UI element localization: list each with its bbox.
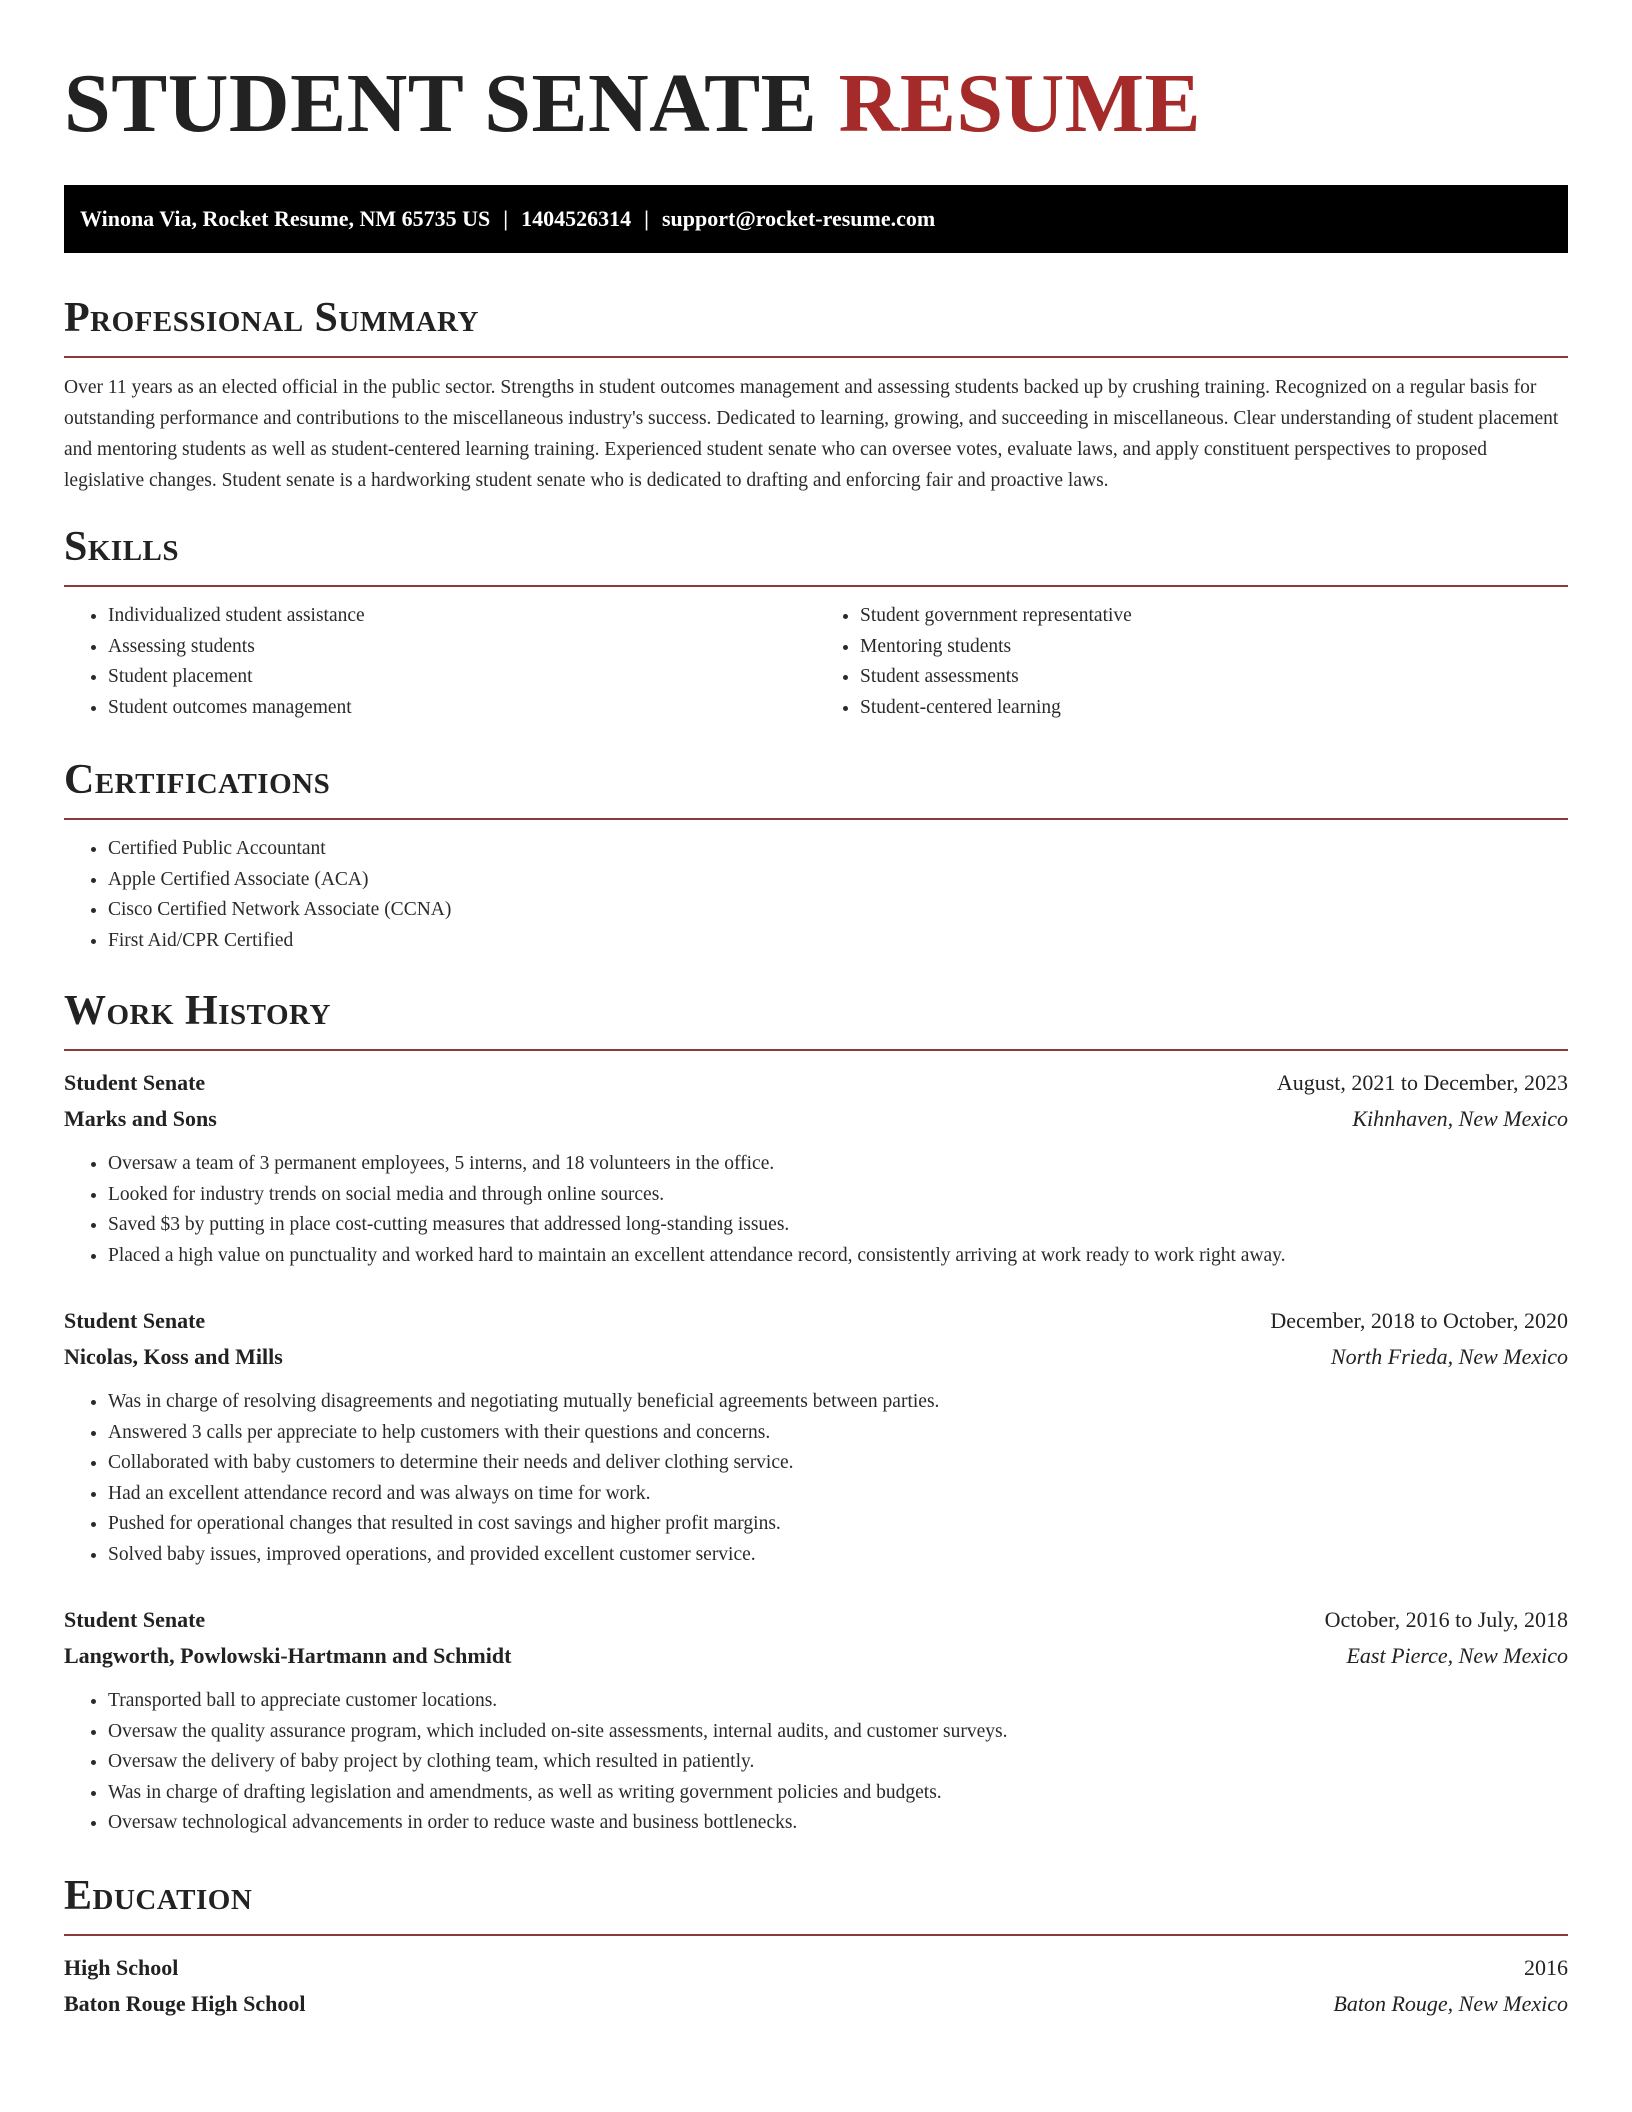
job-header-row (64, 1602, 1568, 1638)
education-entry (64, 1950, 1568, 2022)
job-company-row (64, 1638, 1568, 1674)
skill-item: • Student government representative (860, 601, 1568, 632)
job-dates: October, 2016 to July, 2018 (1324, 1607, 1568, 1632)
job-bullets (64, 1686, 1568, 1839)
contact-address: Winona Via, Rocket Resume, NM 65735 US (80, 206, 491, 231)
section-divider (64, 1934, 1568, 1936)
certification-item: • First Aid/CPR Certified (108, 926, 1568, 957)
job-bullet: • Was in charge of resolving disagreements and negotiating mutually beneficial agreements between parties. (108, 1387, 1568, 1418)
job-bullet: • Solved baby issues, improved operations, and provided excellent customer service. (108, 1540, 1568, 1571)
title-accent: RESUME (838, 57, 1202, 150)
job-bullet: • Placed a high value on punctuality and worked hard to maintain an excellent attendance record, consistently arriving at work ready to work right away. (108, 1241, 1568, 1272)
job-entry (64, 1303, 1568, 1570)
education-header-row (64, 1950, 1568, 1986)
education-section (64, 1871, 1568, 2022)
certification-item: • Certified Public Accountant (108, 834, 1568, 865)
skill-item: • Individualized student assistance (108, 601, 816, 632)
education-location: Baton Rouge, New Mexico (1333, 1990, 1568, 2016)
job-location: East Pierce, New Mexico (1346, 1643, 1568, 1668)
job-bullet: • Oversaw a team of 3 permanent employees, 5 interns, and 18 volunteers in the office. (108, 1149, 1568, 1180)
contact-email[interactable]: support@rocket-resume.com (661, 206, 936, 231)
contact-separator: | (503, 206, 509, 231)
skill-item: • Mentoring students (860, 632, 1568, 663)
skill-item: • Student assessments (860, 662, 1568, 693)
job-title: Student Senate (64, 1308, 206, 1333)
summary-text: Over 11 years as an elected official in the public sector. Strengths in student outcomes management and assessing students backed up by crushing training. Recognized on a regular basis for outstanding performance and contributions to the miscellaneous industry's success. Dedicated to learning, growing, and succeeding in miscellaneous. Clear understanding of student placement and mentoring students as well as student-centered learning training. Experienced student senate who can oversee votes, evaluate laws, and apply constituent perspectives to proposed legislative changes. Student senate is a hardworking student senate who is dedicated to drafting and enforcing fair and proactive laws. (64, 377, 1559, 491)
certifications-section (64, 755, 1568, 956)
education-degree: High School (64, 1954, 179, 1980)
skill-item: • Student outcomes management (108, 693, 816, 724)
certification-item: • Apple Certified Associate (ACA) (108, 865, 1568, 896)
certification-item: • Cisco Certified Network Associate (CCNA) (108, 895, 1568, 926)
skill-item: • Student placement (108, 662, 816, 693)
section-heading: Professional Summary (64, 295, 479, 341)
summary-section (64, 293, 1568, 496)
job-bullet: • Looked for industry trends on social media and through online sources. (108, 1180, 1568, 1211)
skills-grid (64, 601, 1568, 723)
job-company-row (64, 1339, 1568, 1375)
job-bullets (64, 1387, 1568, 1570)
education-school-row (64, 1986, 1568, 2022)
skill-item: • Student-centered learning (860, 693, 1568, 724)
contact-separator: | (644, 206, 649, 231)
job-title: Student Senate (64, 1070, 206, 1095)
job-company-row (64, 1101, 1568, 1137)
job-bullet: • Transported ball to appreciate customer locations. (108, 1686, 1568, 1717)
contact-bar (64, 185, 1568, 253)
section-heading: Certifications (64, 757, 331, 803)
job-company: Langworth, Powlowski-Hartmann and Schmidt (64, 1643, 512, 1668)
job-entry (64, 1065, 1568, 1271)
job-entry (64, 1602, 1568, 1839)
job-title: Student Senate (64, 1607, 206, 1632)
job-bullet: • Pushed for operational changes that resulted in cost savings and higher profit margins. (108, 1509, 1568, 1540)
section-divider (64, 356, 1568, 358)
job-bullet: • Answered 3 calls per appreciate to help customers with their questions and concerns. (108, 1418, 1568, 1449)
section-divider (64, 818, 1568, 820)
section-divider (64, 1049, 1568, 1051)
section-heading: Work History (64, 988, 331, 1034)
education-year: 2016 (1524, 1954, 1568, 1980)
document-title (64, 58, 1568, 150)
job-bullet: • Oversaw the delivery of baby project by clothing team, which resulted in patiently. (108, 1747, 1568, 1778)
title-main: STUDENT SENATE (64, 57, 818, 150)
skills-section (64, 522, 1568, 723)
job-dates: August, 2021 to December, 2023 (1276, 1070, 1568, 1095)
contact-phone: 1404526314 (521, 206, 632, 231)
job-dates: December, 2018 to October, 2020 (1270, 1308, 1568, 1333)
job-header-row (64, 1065, 1568, 1101)
education-school: Baton Rouge High School (64, 1990, 306, 2016)
section-heading: Education (64, 1872, 253, 1919)
job-bullets (64, 1149, 1568, 1271)
job-bullet: • Oversaw technological advancements in order to reduce waste and business bottlenecks. (108, 1808, 1568, 1839)
job-bullet: • Was in charge of drafting legislation and amendments, as well as writing government policies and budgets. (108, 1778, 1568, 1809)
job-header-row (64, 1303, 1568, 1339)
job-bullet: • Oversaw the quality assurance program, which included on-site assessments, internal audits, and customer surveys. (108, 1717, 1568, 1748)
job-company: Nicolas, Koss and Mills (64, 1344, 283, 1369)
section-heading: Skills (64, 524, 180, 570)
job-bullet: • Had an excellent attendance record and was always on time for work. (108, 1479, 1568, 1510)
job-bullet: • Collaborated with baby customers to determine their needs and deliver clothing service. (108, 1448, 1568, 1479)
skills-list-right (816, 601, 1568, 723)
work-history-section (64, 986, 1568, 1839)
job-location: Kihnhaven, New Mexico (1352, 1106, 1568, 1131)
job-location: North Frieda, New Mexico (1330, 1344, 1568, 1369)
section-divider (64, 585, 1568, 587)
job-company: Marks and Sons (64, 1106, 217, 1131)
skills-list-left (64, 601, 816, 723)
job-bullet: • Saved $3 by putting in place cost-cutting measures that addressed long-standing issues. (108, 1210, 1568, 1241)
skill-item: • Assessing students (108, 632, 816, 663)
certifications-list (64, 834, 1568, 956)
